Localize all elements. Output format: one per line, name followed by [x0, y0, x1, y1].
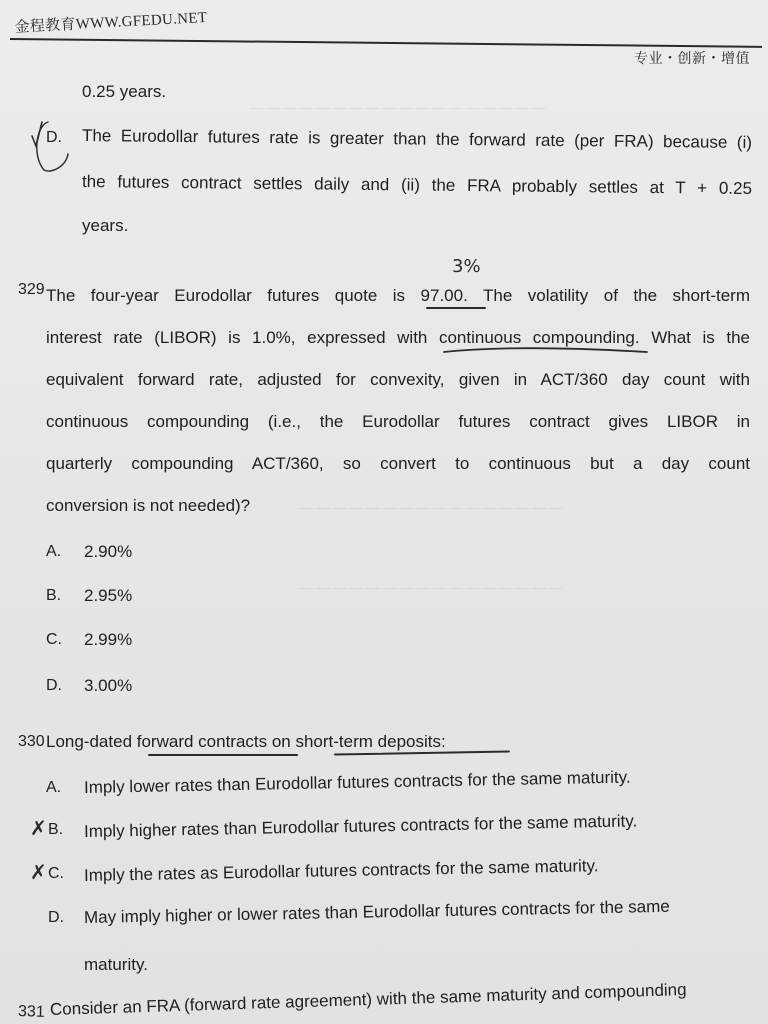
prev-option-d-line-2: the futures contract settles daily and (ii) the FRA probably settles at T + 0.25 [81, 172, 753, 199]
q329-option-b-text: 2.95% [84, 586, 133, 605]
q329-stem-line-6: conversion is not needed)? [46, 496, 251, 515]
q330-option-b-letter: B. [48, 821, 64, 838]
bleed-through-text: — — — — — — — — — — — — — — — — — — [250, 100, 546, 115]
q330-option-b-text: Imply higher rates than Eurodollar futures contracts for the same maturity. [83, 811, 638, 841]
q329-option-d-letter: D. [46, 677, 62, 694]
q329-option-a-letter: A. [46, 543, 62, 560]
brand-logo-text: 金程教育WWW.GFEDU.NET [14, 9, 208, 36]
check-circle-mark-icon [26, 116, 72, 176]
cross-mark-icon: ✗ [30, 816, 47, 840]
q329-option-b-letter: B. [46, 587, 62, 604]
handwritten-underline [426, 307, 486, 309]
q329-stem-line-2: interest rate (LIBOR) is 1.0%, expressed with continuous compounding. What is the [46, 328, 750, 347]
q329-option-c-text: 2.99% [84, 630, 133, 649]
handwritten-note: 3% [452, 256, 481, 277]
q329-stem-line-5: quarterly compounding ACT/360, so convert to continuous but a day count [46, 454, 750, 473]
header-rule [10, 38, 762, 48]
q330-option-c-letter: C. [48, 865, 64, 882]
q329-option-a-text: 2.90% [84, 542, 133, 561]
page-header [0, 0, 768, 80]
q329-stem-line-3: equivalent forward rate, adjusted for convexity, given in ACT/360 day count with [46, 370, 750, 389]
q331-stem-partial: Consider an FRA (forward rate agreement) with the same maturity and compounding [49, 980, 687, 1019]
handwritten-underline [148, 754, 298, 756]
prev-option-d-line-1: The Eurodollar futures rate is greater than the forward rate (per FRA) because (i) [81, 126, 753, 153]
prev-option-d-letter: D. [46, 129, 62, 146]
q330-option-a-letter: A. [46, 779, 62, 796]
q330-option-a-text: Imply lower rates than Eurodollar futures contracts for the same maturity. [83, 767, 631, 797]
q329-stem-line-1: The four-year Eurodollar futures quote is 97.00. The volatility of the short-term [46, 286, 750, 305]
handwritten-underline-wavy [442, 344, 652, 358]
q330-option-d-text: May imply higher or lower rates than Eurodollar futures contracts for the same [83, 896, 670, 927]
question-number-331: 331 [17, 1003, 46, 1021]
q329-stem-line-4: continuous compounding (i.e., the Eurodollar futures contract gives LIBOR in [46, 412, 750, 431]
question-number-330: 330 [18, 733, 45, 750]
prev-option-d-line-3: years. [82, 216, 129, 235]
q329-option-c-letter: C. [46, 631, 62, 648]
header-tagline: 专业・创新・增值 [634, 50, 750, 66]
bleed-through-text: — — — — — — — — — — — — — — — — [300, 500, 563, 515]
bleed-through-text: — — — — — — — — — — — — — — — — [300, 580, 563, 595]
q330-stem: Long-dated forward contracts on short-term deposits: [46, 732, 446, 751]
q330-option-c-text: Imply the rates as Eurodollar futures contracts for the same maturity. [83, 856, 599, 885]
question-number-329: 329 [18, 281, 45, 298]
q329-option-d-text: 3.00% [84, 676, 133, 695]
cross-mark-icon: ✗ [30, 860, 47, 884]
q330-option-d-letter: D. [48, 909, 64, 926]
prev-option-tail: 0.25 years. [82, 82, 167, 101]
q330-option-d-cont: maturity. [84, 955, 148, 974]
